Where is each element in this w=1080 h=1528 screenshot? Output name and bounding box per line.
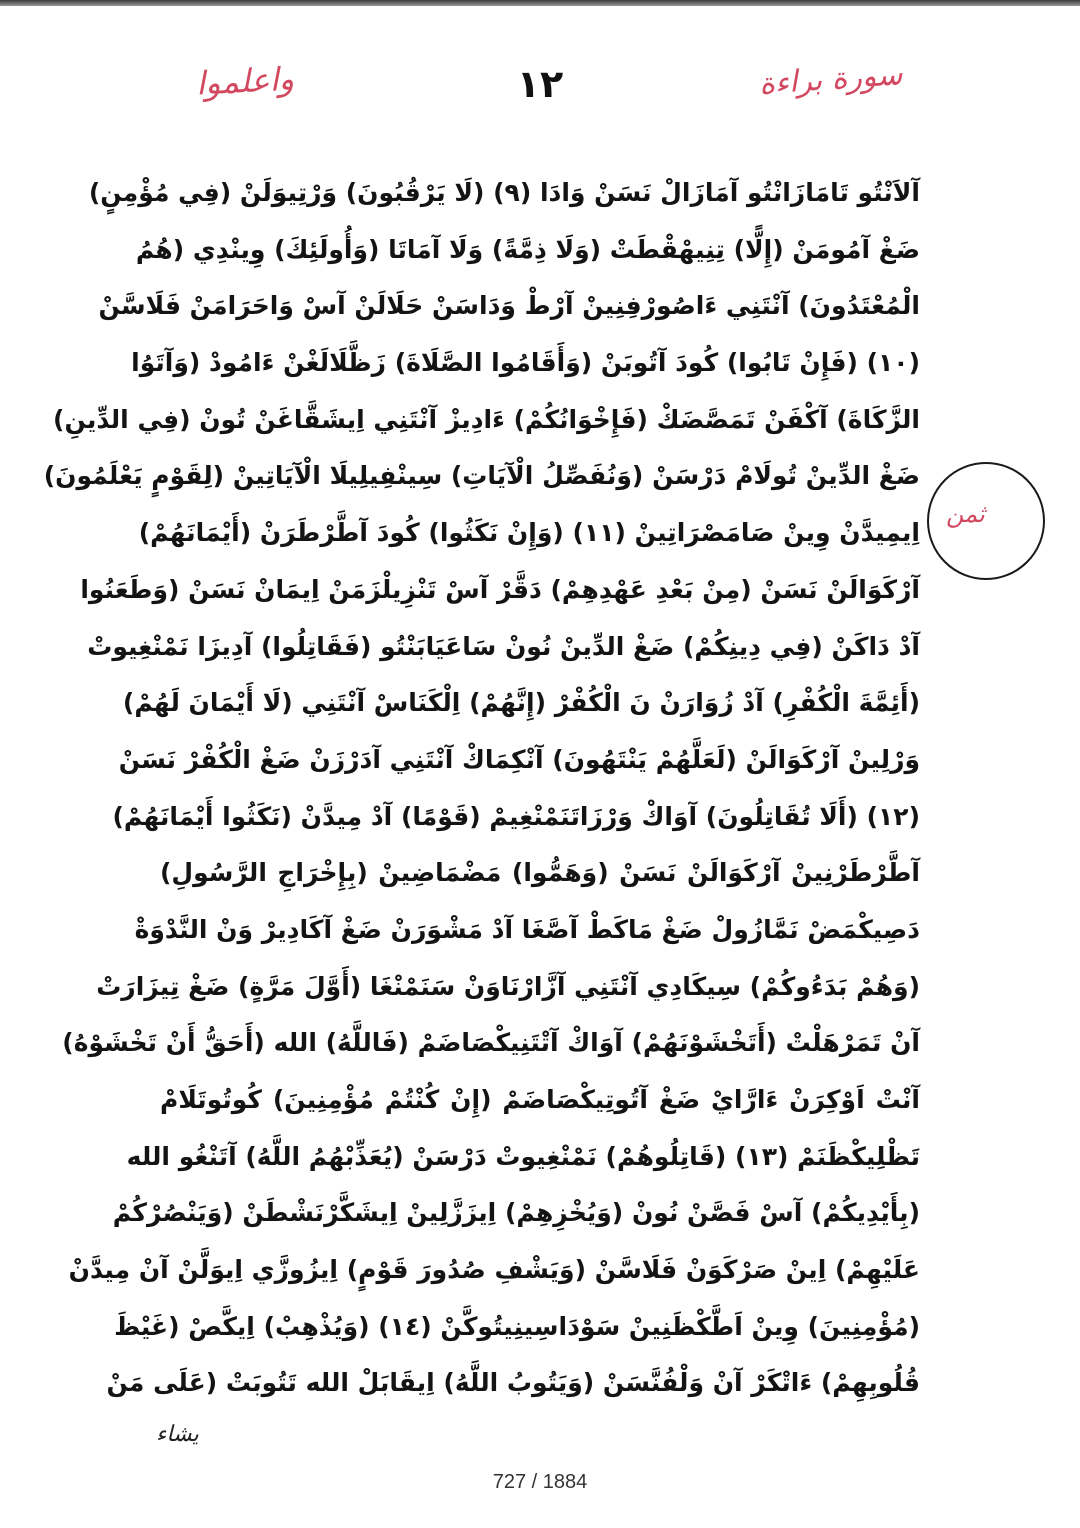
surah-title-annotation: سورة براءة	[757, 57, 904, 102]
text-line: آدْ دَاكَنْ (فِي دِينِكُمْ) ضَغْ الدِّينْ نُونْ سَاعَيَابَنْتُو (فَقَاتِلُوا) آدِيزَا نَمْنْغِيوتْ	[87, 631, 920, 661]
text-line: (أَئِمَّةَ الْكُفْرِ) آدْ زُوَارَنْ نَ الْكُفْرْ (إِنَّهُمْ) اِلْكَنَاسْ آنْتَنِي (لَا أَيْمَانَ لَهُمْ)	[122, 688, 920, 718]
margin-note: ثمن	[946, 500, 985, 528]
header-catchword-annotation: واعلموا	[195, 59, 295, 103]
text-line: ضَغْ آمُومَنْ (إِلًّا) تِنِيهْقْطَتْ (وَلَا ذِمَّةً) وَلَا آمَاتَا (وَأُولَئِكَ) وِينْدِي (هُمُ	[135, 234, 920, 264]
text-line: قُلُوبِهِمْ) ءَاتْكَرْ آنْ وَلْفُنَّسَنْ (وَيَتُوبُ اللَّهُ) اِيقَابَلْ الله تَتُوبَتْ (عَلَى مَنْ	[106, 1368, 920, 1398]
text-line: (١٠) (فَإِنْ تَابُوا) كُودَ آتُوبَنْ (وَأَقَامُوا الصَّلَاةَ) زَظَّلَالَغْنْ ءَامُودْ (وَآتَوُا	[131, 348, 920, 378]
text-line: عَلَيْهِمْ) اِينْ صَرْكَوَنْ فَلَاسَّنْ (وَيَشْفِ صُدُورَ قَوْمٍ) اِيزُوزَّي اِيوَلَّنْ آنْ مِيدَّنْ	[68, 1255, 920, 1285]
page-number: ١٢	[516, 62, 564, 106]
text-line: آنْتْ اَوْكِرَنْ ءَارَّايْ ضَغْ آتُوتِيكْصَاضَمْ (إِنْ كُنْتُمْ مُؤْمِنِينَ) كُوتُوتَلَامْ	[160, 1085, 920, 1114]
text-line: (١٢) (أَلَا تُقَاتِلُونَ) آوَاكْ وَرْزَاتَنَمْنْغِيمْ (قَوْمًا) آدْ مِيدَّنْ (نَكَثُوا أَيْمَانَهُمْ)	[112, 801, 920, 831]
page-counter: 727 / 1884	[492, 1471, 588, 1493]
text-line: آطَّرْطَرْنِينْ آرْكَوَالَنْ نَسَنْ (وَهَمُّوا) مَضْمَاضِينْ (بِإِخْرَاجِ الرَّسُولِ)	[160, 858, 920, 888]
text-line: آلاَنْتُو تَامَازَانْتُو آمَازَالْ نَسَنْ وَادَا (٩) (لَا يَرْقُبُونَ) وَرْتِيوَلَنْ (فِي مُؤْمِنٍ)	[88, 178, 920, 207]
text-line: آرْكَوَالَنْ نَسَنْ (مِنْ بَعْدِ عَهْدِهِمْ) دَقَّرْ آسْ تَنْزِيلْزَمَنْ اِيمَانْ نَسَنْ (وَطَعَنُوا	[80, 574, 920, 604]
text-line: (وَهُمْ بَدَءُوكُمْ) سِيكَادِي آنْتَنِي آزَّارْنَاوَنْ سَنَمْنْغَا (أَوَّلَ مَرَّةٍ) ضَغْ تِيزَارَتْ	[96, 971, 920, 1001]
text-line: تَظْلِيكْظَنَمْ (١٣) (قَاتِلُوهُمْ) نَمْنْغِيوتْ دَرْسَنْ (يُعَذِّبْهُمُ اللَّهُ) آتَنْغُو الله	[126, 1141, 920, 1171]
catchword: يشاء	[156, 1422, 199, 1447]
text-line: ضَغْ الدِّينْ تُولَامْ دَرْسَنْ (وَنُفَصِّلُ الْآيَاتِ) سِينْفِيلِيلَا الْآيَاتِينْ (لِقَوْمٍ يَعْلَمُونَ)	[43, 461, 920, 491]
text-line: دَصِيكْمَضْ نَمَّازُولْ ضَغْ مَاكَطْ آصَّغَا آدْ مَشْوَرَنْ ضَغْ آكَادِيرْ وَنْ النَّدْوَةْ	[134, 914, 920, 944]
text-line: (بِأَيْدِيكُمْ) آسْ فَصَّنْ نُونْ (وَيُخْزِهِمْ) اِيزَزَّلِينْ اِيشَكَّرْنَشْطَنْ (وَيَنْصُرْكُمْ	[112, 1198, 920, 1228]
margin-circle	[927, 462, 1045, 580]
text-body	[43, 165, 920, 1412]
text-line: (مُؤْمِنِينَ) وِينْ اَطَّكْظَنِينْ سَوْدَاسِينِيتُوكَّنْ (١٤) (وَيُذْهِبْ) اِيكَّصْ (غَيْظَ	[114, 1311, 920, 1341]
text-line: آنْ تَمَرْهَلْتْ (أَتَخْشَوْنَهُمْ) آوَاكْ آتْتَنِيكْصَاضَمْ (فَاللَّهُ) الله (أَحَقُّ أَنْ تَخْشَوْهُ)	[62, 1028, 920, 1058]
text-line: اِيمِيدَّنْ وِينْ صَامَصْرَاتِينْ (١١) (وَإِنْ نَكَثُوا) كُودَ آطَّرْطَرَنْ (أَيْمَانَهُمْ)	[138, 518, 920, 548]
text-line: الزَّكَاةَ) آكْفَنْ تَمَصَّضَكْ (فَإِخْوَانُكُمْ) ءَادِيزْ آنْتَنِي اِيشَقَّاغَنْ تُونْ (فِي الدِّينِ)	[53, 404, 920, 434]
text-line: وَرْلِينْ آرْكَوَالَنْ (لَعَلَّهُمْ يَنْتَهُونَ) آنْكِمَاكْ آنْتَنِي آدَرْزَنْ ضَغْ الْكُفْرْ نَسَنْ	[118, 744, 920, 774]
text-line: الْمُعْتَدُونَ) آنْتَنِي ءَاصُورْفِنِينْ آرْطْ وَدَاسَنْ حَلَالَنْ آسْ وَاحَرَامَنْ فَلَاسَّنْ	[98, 291, 920, 321]
